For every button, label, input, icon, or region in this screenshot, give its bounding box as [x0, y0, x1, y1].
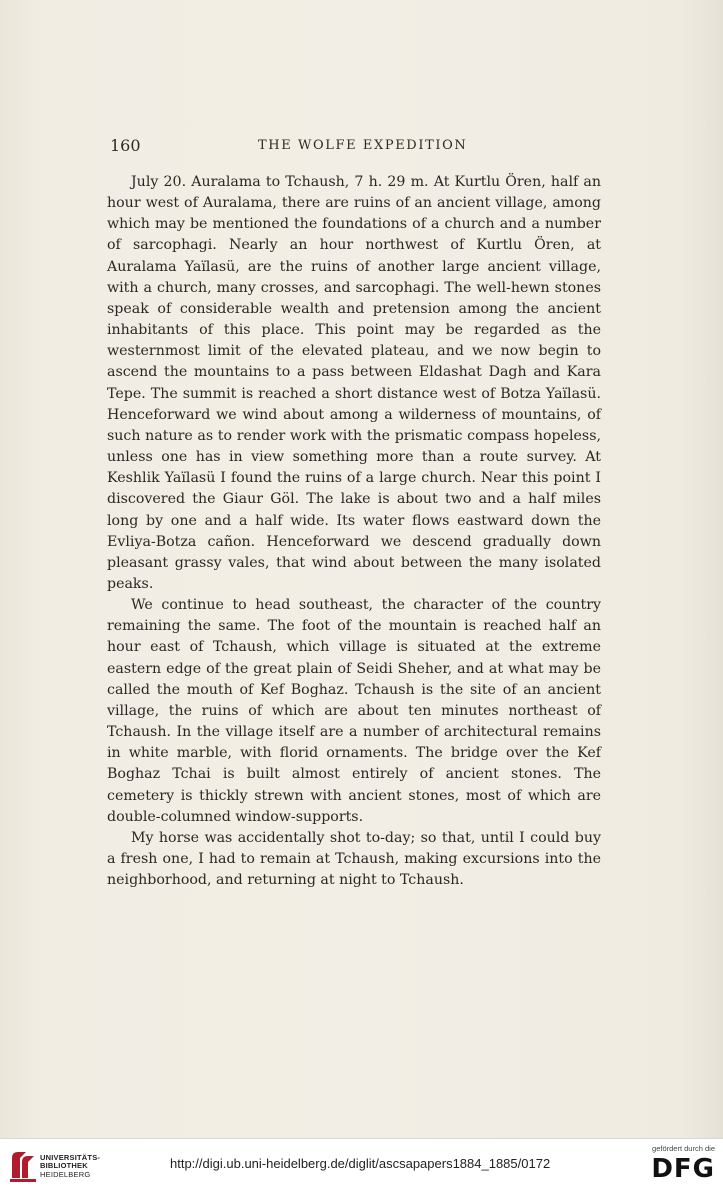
library-name-line: UNIVERSITÄTS- — [40, 1153, 101, 1162]
page-number: 160 — [110, 136, 141, 155]
running-title: THE WOLFE EXPEDITION — [258, 138, 468, 153]
dfg-logo: DFG — [651, 1154, 715, 1184]
paragraph: My horse was accidentally shot to-day; so that, until I could buy a fresh one, I had to remain at Tchaush, making excursions into the neighborhood, and returning at night to Tchaush. — [107, 829, 601, 889]
body-text — [107, 172, 601, 891]
paragraph: We continue to head southeast, the character of the country remaining the same. The foot of the mountain is reached half an hour east of Tchaush, which village is situated at the extreme eastern edge of the great plain of Seidi Sheher, and at what may be called the mouth of Kef Boghaz. Tchaush is the site of an ancient village, the ruins of which are about ten minutes northeast of Tchaush. In the village itself are a number of architectural remains in white marble, with florid ornaments. The bridge over the Kef Boghaz Tchai is built almost entirely of ancient stones. The cemetery is thickly strewn with ancient stones, most of which are double-columned window-supports. — [107, 597, 601, 825]
library-name-line: HEIDELBERG — [40, 1169, 91, 1179]
library-crest-icon — [6, 1148, 40, 1186]
library-logo[interactable] — [6, 1148, 116, 1188]
library-name-line: BIBLIOTHEK — [40, 1161, 88, 1171]
sponsor-logo[interactable] — [629, 1144, 715, 1192]
sponsor-tagline: gefördert durch die — [652, 1144, 715, 1153]
viewer-footer — [0, 1138, 723, 1195]
paragraph: July 20. Auralama to Tchaush, 7 h. 29 m. At Kurtlu Ören, half an hour west of Auralama, there are ruins of an ancient village, among which may be mentioned the foundations of a church and a number of sarcophagi. Nearly an hour northwest of Kurtlu Ören, at Auralama Yaïlasü, are the ruins of another large ancient village, with a church, many crosses, and sarcophagi. The well-hewn stones speak of considerable wealth and pretension among the ancient inhabitants of this place. This point may be regarded as the westernmost limit of the elevated plateau, and we now begin to ascend the mountains to a pass between Eldashat Dagh and Kara Tepe. The summit is reached a short distance west of Botza Yaïlasü. Henceforward we wind about among a wilderness of mountains, of such nature as to render work with the prismatic compass hopeless, unless one has in view something more than a route survey. At Keshlik Yaïlasü I found the ruins of a large church. Near this point I discovered the Giaur Göl. The lake is about two and a half miles long by one and a half wide. Its water flows eastward down the Evliya-Botza cañon. Henceforward we descend gradually down pleasant grassy vales, that wind about between the many isolated peaks. — [107, 174, 601, 592]
running-head — [108, 136, 613, 158]
document-url-link[interactable]: http://digi.ub.uni-heidelberg.de/diglit/ascsapapers1884_1885/0172 — [170, 1156, 551, 1171]
